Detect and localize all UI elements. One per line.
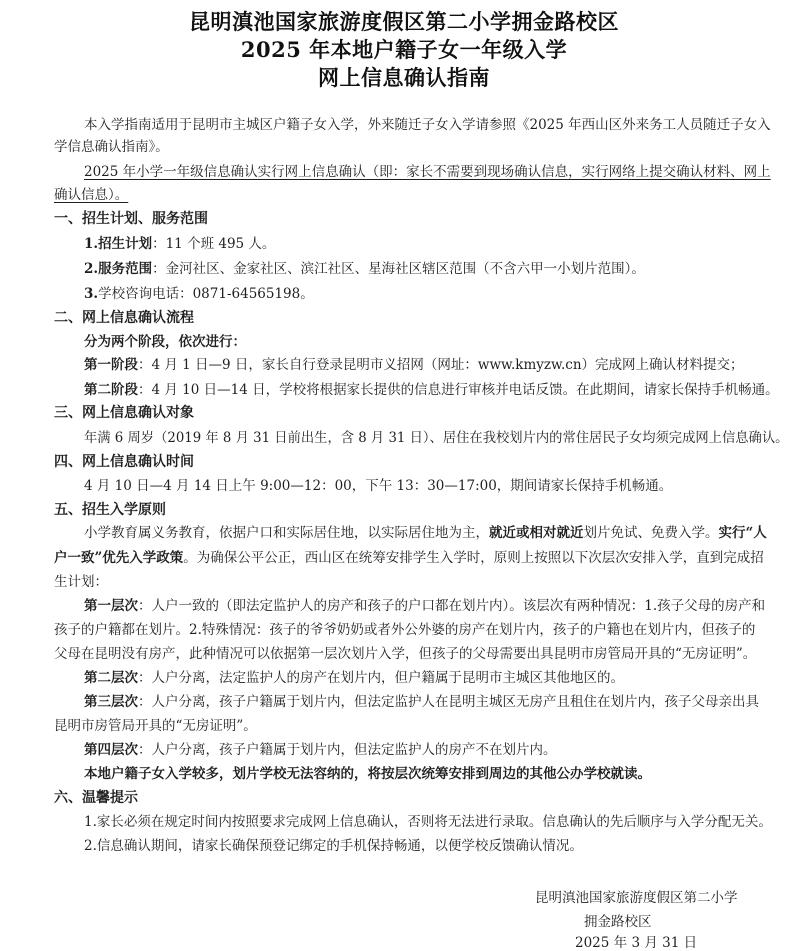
section-6-heading: 六、温馨提示 bbox=[54, 790, 138, 806]
s3-text: 年满 6 周岁（2019 年 8 月 31 日前出生，含 8 月 31 日）、居住在我校划片内的常住居民子女均须完成网上信息确认。 bbox=[84, 430, 789, 446]
s5-p1-line-1-a: 小学教育属义务教育，依据户口和实际居住地，以实际居住地为主， bbox=[84, 525, 489, 541]
s2-stage-2-label: 第二阶段 bbox=[84, 382, 138, 398]
s5-level-2-label: 第二层次 bbox=[84, 670, 138, 686]
s5-closing: 本地户籍子女入学较多，划片学校无法容纳的，将按层次统筹安排到周边的其他公办学校就读。 bbox=[84, 766, 651, 782]
section-1-heading: 一、招生计划、服务范围 bbox=[54, 211, 208, 227]
s5-level-3-label: 第三层次 bbox=[84, 694, 138, 710]
s1-item-2-bold: 服务范围 bbox=[98, 261, 153, 277]
s6-tip-2: 2.信息确认期间，请家长确保预登记绑定的手机保持畅通，以便学校反馈确认情况。 bbox=[84, 838, 583, 854]
notice-line-2: 确认信息）。 bbox=[54, 187, 129, 203]
s5-level-2 bbox=[84, 668, 624, 688]
section-5-heading: 五、招生入学原则 bbox=[54, 502, 166, 518]
s6-tip-1: 1.家长必须在规定时间内按照要求完成网上信息确认，否则将无法进行录取。信息确认的先后顺序与入学分配无关。 bbox=[84, 814, 772, 830]
s5-p1-line-2 bbox=[54, 548, 764, 568]
s1-item-3-text: 学校咨询电话：0871-64565198。 bbox=[98, 286, 314, 302]
s2-stage-1-label: 第一阶段 bbox=[84, 357, 138, 373]
s5-level-2-text: ：人户分离，法定监护人的房产在划片内，但户籍属于昆明市主城区其他地区的。 bbox=[138, 670, 624, 686]
s5-p1-line-2-b: 。为确保公平公正，西山区在统筹安排学生入学时，原则上按照以下次层次安排入学，直到完成招 bbox=[183, 550, 764, 566]
s1-item-2-label: 2. bbox=[84, 261, 99, 277]
s2-stage-1 bbox=[84, 355, 744, 375]
s5-level-1-line-1 bbox=[84, 596, 765, 616]
s5-p1-line-2-a: 户一致”优先入学政策 bbox=[54, 550, 184, 566]
intro-line-2: 学信息确认指南》。 bbox=[54, 139, 169, 155]
s2-sub: 分为两个阶段，依次进行： bbox=[84, 334, 246, 350]
s5-level-4-label: 第四层次 bbox=[84, 742, 138, 758]
s5-level-3-line-2: 昆明市房管局开具的“无房证明”。 bbox=[54, 718, 257, 734]
s5-level-1-label: 第一层次 bbox=[84, 598, 138, 614]
s4-text: 4 月 10 日—4 月 14 日上午 9:00—12：00，下午 13：30—17:00，期间请家长保持手机畅通。 bbox=[84, 478, 673, 494]
s2-stage-2 bbox=[84, 380, 779, 400]
s1-item-1-label: 1. bbox=[84, 236, 99, 252]
title-line-3: 网上信息确认指南 bbox=[318, 65, 490, 90]
title-line-2: 2025 年本地户籍子女一年级入学 bbox=[240, 37, 568, 62]
s5-level-3-line-1 bbox=[84, 692, 759, 712]
s5-p1-line-1 bbox=[84, 523, 767, 543]
s2-stage-2-text: ：4 月 10 日—14 日，学校将根据家长提供的信息进行审核并电话反馈。在此期间，请家长保持手机畅通。 bbox=[138, 382, 779, 398]
s5-p1-line-1-b: 就近或相对就近 bbox=[489, 525, 584, 541]
s5-p1-line-1-c: 划片免试、免费入学。 bbox=[583, 525, 719, 541]
notice-line-1: 2025 年小学一年级信息确认实行网上信息确认（即：家长不需要到现场确认信息，实行网络上提交确认材料、网上 bbox=[84, 164, 771, 180]
s5-p1-line-3: 生计划： bbox=[54, 574, 108, 590]
signature-school: 昆明滇池国家旅游度假区第二小学 bbox=[535, 890, 738, 906]
s1-item-1-text: ：11 个班 495 人。 bbox=[152, 236, 276, 252]
intro-line-1: 本入学指南适用于昆明市主城区户籍子女入学，外来随迁子女入学请参照《2025 年西山区外来务工人员随迁子女入 bbox=[84, 117, 771, 133]
s1-item-3 bbox=[84, 284, 314, 304]
s5-level-1-line-3: 父母在昆明没有房产，此种情况可以依据第一层次划片入学，但孩子的父母需要出具昆明市房管局开具的“无房证明”。 bbox=[54, 646, 757, 662]
s1-item-3-label: 3. bbox=[84, 286, 99, 302]
s1-item-2 bbox=[84, 259, 645, 279]
signature-campus: 拥金路校区 bbox=[584, 914, 652, 930]
s5-level-3-text-1: ：人户分离，孩子户籍属于划片内，但法定监护人在昆明主城区无房产且租住在划片内，孩子父母亲出具 bbox=[138, 694, 759, 710]
s5-level-1-text-1: ：人户一致的（即法定监护人的房产和孩子的户口都在划片内）。该层次有两种情况：1.孩子父母的房产和 bbox=[138, 598, 766, 614]
s5-p1-line-1-d: 实行“人 bbox=[718, 525, 767, 541]
s5-level-4 bbox=[84, 740, 557, 760]
s5-level-1-line-2: 孩子的户籍都在划片。2.特殊情况：孩子的爷爷奶奶或者外公外婆的房产在划片内，孩子的户籍也在划片内，但孩子的 bbox=[54, 622, 756, 638]
s1-item-2-text: ：金河社区、金家社区、滨江社区、星海社区辖区范围（不含六甲一小划片范围）。 bbox=[152, 261, 645, 277]
s1-item-1-bold: 招生计划 bbox=[98, 236, 153, 252]
section-2-heading: 二、网上信息确认流程 bbox=[54, 310, 194, 326]
signature-date: 2025 年 3 月 31 日 bbox=[575, 935, 698, 951]
title-line-1: 昆明滇池国家旅游度假区第二小学拥金路校区 bbox=[189, 9, 619, 34]
section-3-heading: 三、网上信息确认对象 bbox=[54, 405, 194, 421]
section-4-heading: 四、网上信息确认时间 bbox=[54, 454, 194, 470]
s2-stage-1-text: ：4 月 1 日—9 日，家长自行登录昆明市义招网（网址：www.kmyzw.cn）完成网上确认材料提交； bbox=[138, 357, 744, 373]
s5-level-4-text: ：人户分离，孩子户籍属于划片内，但法定监护人的房产不在划片内。 bbox=[138, 742, 557, 758]
s1-item-1 bbox=[84, 234, 275, 254]
